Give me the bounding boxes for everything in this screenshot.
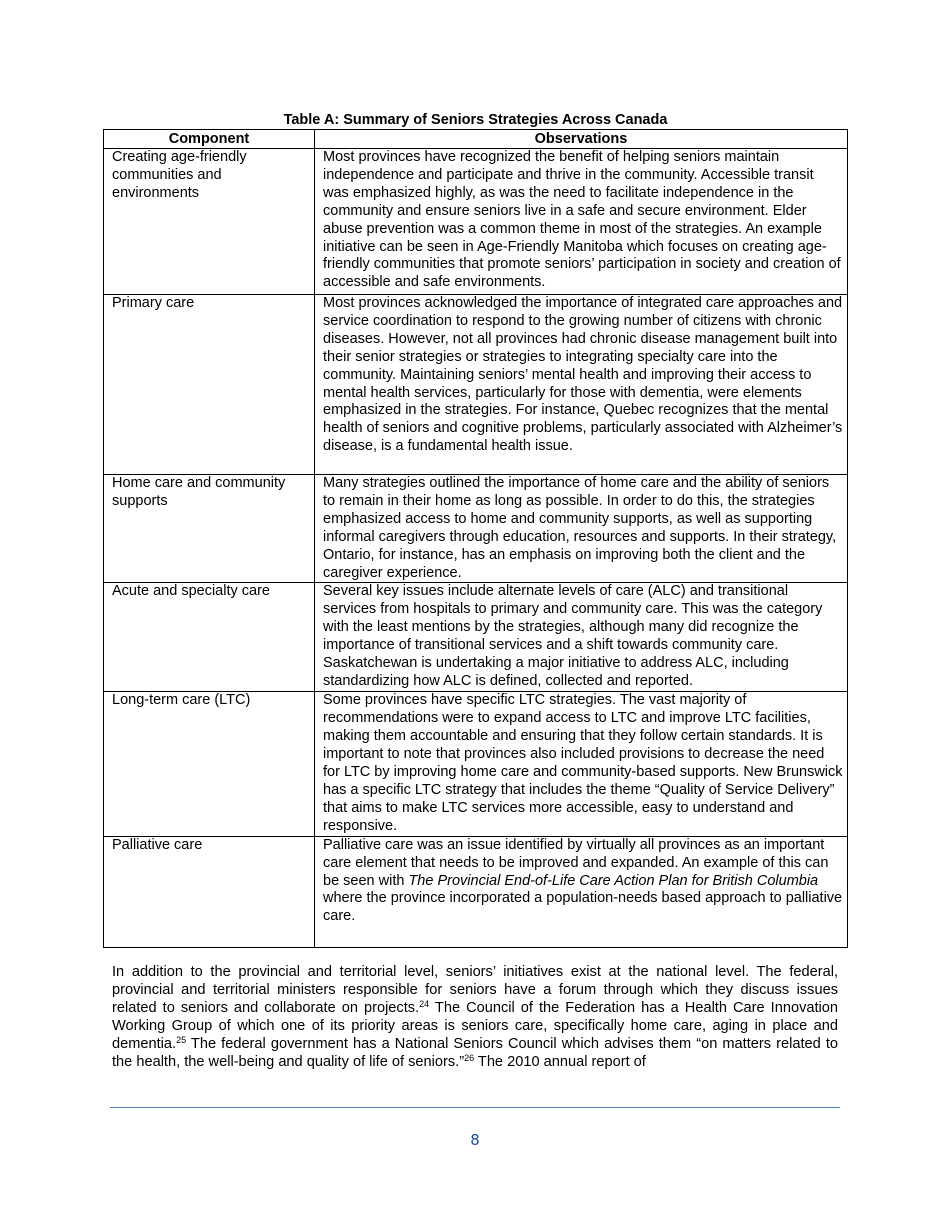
footnote-ref[interactable]: 26 [464,1052,475,1063]
paragraph-text: The federal government has a National Seniors Council which advises them “on matters related to the health, the well-being and quality of life of seniors.” [112,1035,838,1070]
table-row [104,475,848,583]
component-cell: Palliative care [104,836,315,947]
component-cell: Home care and community supports [104,475,315,583]
table-row [104,149,848,295]
table-row [104,295,848,475]
observation-cell: Many strategies outlined the importance of home care and the ability of seniors to remain in their home as long as possible. In order to do this, the strategies emphasized access to home and community supports, as well as supporting informal caregivers through education, resources and supports. In their strategy, Ontario, for instance, has an emphasis on improving both the client and the caregiver experience. [315,475,848,583]
observation-cell: Some provinces have specific LTC strategies. The vast majority of recommendations were to expand access to LTC and improve LTC facilities, making them accountable and ensuring that they follow certain standards. It is important to note that provinces also included provisions to decrease the need for LTC by improving home care and community-based supports. New Brunswick has a specific LTC strategy that includes the theme “Quality of Service Delivery” that aims to make LTC services more accessible, easy to understand and responsive. [315,692,848,836]
observation-cell: Most provinces have recognized the benefit of helping seniors maintain independence and participate and thrive in the community. Accessible transit was emphasized highly, as was the need to facilitate independence in the community and ensure seniors live in a safe and secure environment. Elder abuse prevention was a common theme in most of the strategies. An example initiative can be seen in Age-Friendly Manitoba which focuses on creating age-friendly communities that promote seniors’ participation in society and creation of accessible and safe environments. [315,149,848,295]
component-cell: Creating age-friendly communities and environments [104,149,315,295]
column-header-component: Component [104,130,315,149]
footnote-ref[interactable]: 24 [419,998,430,1009]
body-paragraph [112,964,838,1071]
observation-cell: Several key issues include alternate levels of care (ALC) and transitional services from hospitals to primary and community care. This was the category with the least mentions by the strategies, although many did recognize the importance of transitional services and a shift towards community care. Saskatchewan is undertaking a major initiative to address ALC, including standardizing how ALC is defined, collected and reported. [315,583,848,692]
paragraph-text: The Council of the Federation has a Health Care Innovation Working Group of which one of its priority areas is seniors care, specifically home care, aging in place and dementia. [112,999,839,1052]
paragraph-text: The 2010 annual report of [474,1053,646,1070]
observation-cell [315,836,848,947]
footer-rule [110,1107,840,1108]
component-cell: Acute and specialty care [104,583,315,692]
table-row [104,583,848,692]
observation-text: Palliative care was an issue identified by virtually all provinces as an important care element that needs to be improved and expanded. An example of this can be seen with [323,836,829,889]
page-number: 8 [470,1131,480,1149]
column-header-observations: Observations [315,130,848,149]
seniors-strategies-table [103,129,848,948]
plan-title: The Provincial End-of-Life Care Action Plan for British Columbia [408,872,819,889]
paragraph-text: In addition to the provincial and territorial level, seniors’ initiatives exist at the national level. The federal, provincial and territorial ministers responsible for seniors have a forum through which they discuss issues related to seniors and collaborate on projects. [112,964,838,1016]
observation-text: where the province incorporated a population-needs based approach to palliative care. [323,890,843,925]
table-caption: Table A: Summary of Seniors Strategies Across Canada [283,112,668,128]
table-row [104,692,848,836]
component-cell: Long-term care (LTC) [104,692,315,836]
component-cell: Primary care [104,295,315,475]
footnote-ref[interactable]: 25 [176,1034,187,1045]
table-header-row [104,130,848,149]
table-row [104,836,848,947]
observation-cell: Most provinces acknowledged the importance of integrated care approaches and service coordination to respond to the growing number of citizens with chronic diseases. However, not all provinces had chronic disease management built into their senior strategies or strategies to integrating specialty care into the community. Maintaining seniors’ mental health and improving their access to mental health services, particularly for those with dementia, were elements emphasized in the strategies. For instance, Quebec recognizes that the mental health of seniors and cognitive problems, particularly associated with Alzheimer’s disease, is a fundamental health issue. [315,295,848,475]
